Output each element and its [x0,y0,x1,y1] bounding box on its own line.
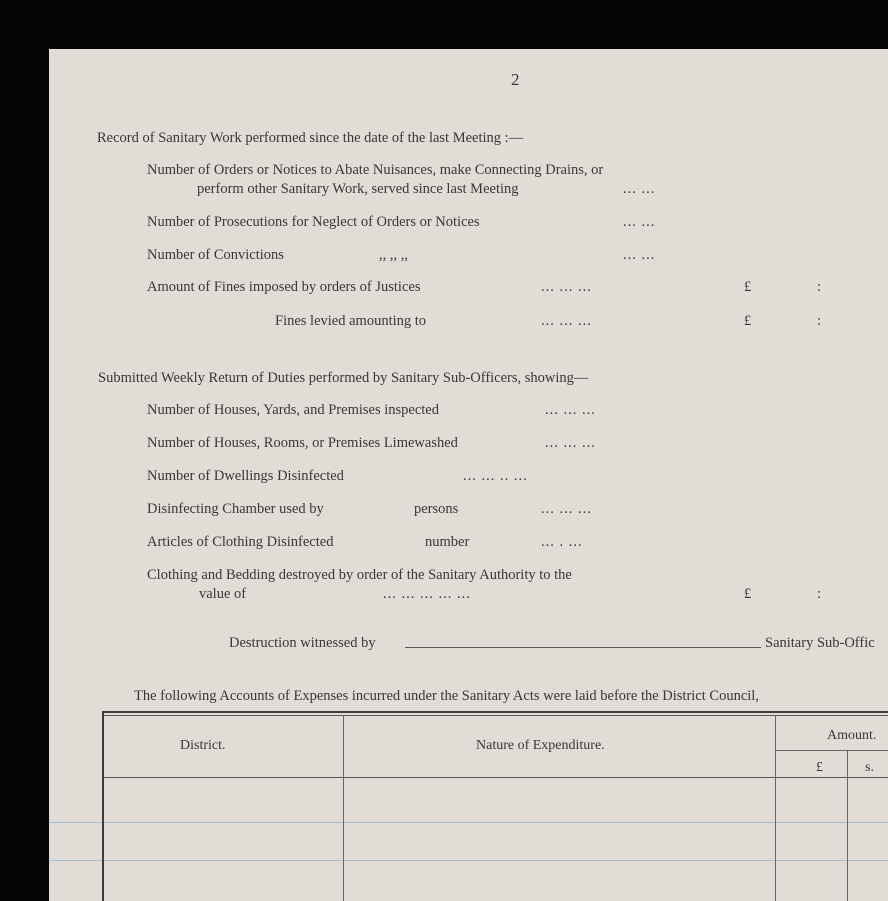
fines-levied-currency: £ [744,313,752,329]
chamber-persons: persons [414,501,459,517]
convictions-label: Number of Convictions [147,247,284,263]
convictions-ditto: ,, ,, ,, [379,247,408,263]
orders-notices-dots: ... ... [623,181,656,197]
column-header-amount: Amount. [827,728,877,743]
prosecutions-dots: ... ... [623,214,656,230]
table-header-bottom-border [103,777,888,778]
limewashed-dots: ... ... ... [545,435,596,451]
chamber-label: Disinfecting Chamber used by [147,501,324,517]
fines-imposed-label: Amount of Fines imposed by orders of Justices [147,279,421,295]
bedding-destroyed-line1: Clothing and Bedding destroyed by order of the Sanitary Authority to the [147,567,572,583]
orders-notices-line1: Number of Orders or Notices to Abate Nuisances, make Connecting Drains, or [147,162,604,178]
ruled-line [49,860,888,861]
houses-inspected-label: Number of Houses, Yards, and Premises inspected [147,402,439,418]
bedding-destroyed-currency: £ [744,586,752,602]
table-divider-nature [775,715,776,901]
column-header-pounds: £ [816,760,823,775]
column-header-shillings: s. [865,760,874,775]
dwellings-disinfected-dots: ... ... .. ... [463,468,528,484]
witness-signature-line [405,647,761,648]
clothing-disinfected-label: Articles of Clothing Disinfected [147,534,334,550]
fines-imposed-dots: ... ... ... [541,279,592,295]
column-header-nature: Nature of Expenditure. [476,738,605,753]
weekly-heading: Submitted Weekly Return of Duties performed by Sanitary Sub-Officers, showing— [98,370,589,386]
table-top-border-inner [103,715,888,716]
limewashed-label: Number of Houses, Rooms, or Premises Limewashed [147,435,458,451]
record-heading: Record of Sanitary Work performed since the date of the last Meeting :— [97,130,524,146]
clothing-disinfected-number: number [425,534,470,550]
table-top-border [103,711,888,713]
witness-label: Destruction witnessed by [229,635,376,651]
document-page [49,49,888,901]
witness-suffix: Sanitary Sub-Offic [765,635,875,651]
prosecutions-label: Number of Prosecutions for Neglect of Orders or Notices [147,214,480,230]
amount-subheader-line [776,750,888,751]
table-divider-district [343,715,344,901]
table-left-border [102,711,104,901]
orders-notices-line2: perform other Sanitary Work, served since last Meeting [197,181,519,197]
fines-levied-sep: : [817,313,822,329]
houses-inspected-dots: ... ... ... [545,402,596,418]
fines-levied-label: Fines levied amounting to [275,313,427,329]
table-divider-pounds [847,751,848,901]
column-header-district: District. [180,738,226,753]
clothing-disinfected-dots: ... . ... [541,534,583,550]
accounts-intro: The following Accounts of Expenses incurred under the Sanitary Acts were laid before the District Council, [134,688,759,704]
dwellings-disinfected-label: Number of Dwellings Disinfected [147,468,344,484]
fines-imposed-sep: : [817,279,822,295]
bedding-destroyed-dots: ... ... ... ... ... [383,586,471,602]
fines-levied-dots: ... ... ... [541,313,592,329]
convictions-dots: ... ... [623,247,656,263]
bedding-destroyed-line2: value of [199,586,247,602]
bedding-destroyed-sep: : [817,586,822,602]
page-number: 2 [511,70,520,89]
ruled-line [49,822,888,823]
fines-imposed-currency: £ [744,279,752,295]
chamber-dots: ... ... ... [541,501,592,517]
